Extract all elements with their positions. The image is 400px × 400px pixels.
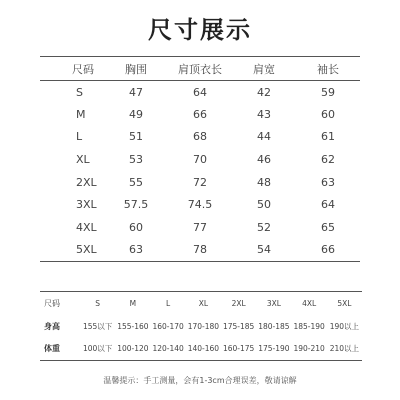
cell-size: M — [76, 107, 86, 121]
reference-header-size: M — [115, 292, 150, 315]
reference-row-label: 体重 — [40, 338, 80, 361]
reference-cell: 100以下 — [80, 338, 115, 361]
reference-cell: 190以上 — [329, 321, 360, 331]
cell-sleeve: 63 — [321, 175, 335, 189]
reference-cell: 155以下 — [82, 321, 113, 331]
reference-header-size: 4XL — [292, 292, 327, 315]
cell-chest: 51 — [129, 130, 143, 144]
reference-cell: 185-190 — [293, 321, 325, 331]
reference-cell: 160-175 — [221, 338, 256, 361]
cell-shoulder: 44 — [257, 130, 271, 144]
header-sleeve: 袖长 — [296, 57, 360, 81]
table-row — [40, 239, 360, 262]
height-weight-reference-table — [40, 291, 362, 361]
reference-header-size: 3XL — [256, 292, 291, 315]
reference-cell: 175-190 — [256, 338, 291, 361]
reference-row-height — [40, 315, 362, 338]
cell-size: 2XL — [76, 175, 97, 189]
cell-size: 5XL — [40, 239, 104, 262]
cell-sleeve: 64 — [321, 198, 335, 212]
cell-length: 64 — [193, 85, 207, 99]
header-length: 肩顶衣长 — [168, 57, 232, 81]
cell-shoulder: 43 — [257, 107, 271, 121]
reference-header-size: 5XL — [327, 292, 362, 315]
reference-header-label: 尺码 — [40, 292, 80, 315]
reference-header-size: S — [80, 292, 115, 315]
cell-sleeve: 60 — [321, 107, 335, 121]
reference-cell: 160-170 — [152, 321, 184, 331]
cell-size: S — [76, 85, 83, 99]
cell-shoulder: 48 — [257, 175, 271, 189]
header-size: 尺码 — [40, 57, 104, 81]
reference-row-weight — [40, 338, 362, 361]
cell-length: 77 — [193, 220, 207, 234]
cell-size: 4XL — [76, 220, 97, 234]
cell-shoulder: 50 — [257, 198, 271, 212]
size-table — [40, 56, 360, 262]
cell-length: 66 — [193, 107, 207, 121]
reference-header-size: XL — [186, 292, 221, 315]
reference-cell: 155-160 — [117, 321, 149, 331]
reference-cell: 120-140 — [151, 338, 186, 361]
page-title: 尺寸展示 — [148, 16, 252, 44]
cell-sleeve: 59 — [321, 85, 335, 99]
cell-sleeve: 65 — [321, 220, 335, 234]
reference-cell: 170-180 — [187, 321, 220, 331]
cell-chest: 60 — [129, 220, 143, 234]
reference-header-size: L — [151, 292, 186, 315]
reference-cell: 210以上 — [327, 338, 362, 361]
cell-length: 68 — [193, 130, 207, 144]
cell-size: L — [76, 130, 83, 144]
cell-chest: 49 — [129, 107, 143, 121]
cell-chest: 47 — [129, 85, 143, 99]
table-row — [40, 216, 360, 239]
cell-sleeve: 61 — [321, 130, 335, 144]
cell-sleeve: 62 — [321, 153, 335, 167]
cell-size: 3XL — [76, 198, 97, 212]
cell-shoulder: 42 — [257, 85, 271, 99]
cell-length: 78 — [168, 239, 232, 262]
reference-cell: 175-185 — [222, 321, 255, 331]
cell-length: 74.5 — [187, 198, 213, 212]
cell-chest: 57.5 — [123, 198, 149, 212]
reference-row-label: 身高 — [44, 321, 60, 331]
header-shoulder: 肩宽 — [232, 57, 296, 81]
table-row — [40, 103, 360, 126]
cell-size: XL — [76, 153, 90, 167]
reference-cell: 190-210 — [292, 338, 327, 361]
reference-cell: 100-120 — [115, 338, 150, 361]
header-chest: 胸围 — [104, 57, 168, 81]
reference-header-size: 2XL — [221, 292, 256, 315]
cell-chest: 63 — [104, 239, 168, 262]
cell-length: 72 — [193, 175, 207, 189]
table-row — [40, 193, 360, 216]
reference-header-row — [40, 292, 362, 315]
measurement-note: 温馨提示：手工测量，会有1-3cm合理误差，敬请谅解 — [103, 376, 297, 385]
cell-sleeve: 66 — [296, 239, 360, 262]
reference-cell: 180-185 — [258, 321, 290, 331]
table-row — [40, 171, 360, 194]
table-row — [40, 148, 360, 171]
size-table-header-row — [40, 57, 360, 81]
reference-cell: 140-160 — [186, 338, 221, 361]
table-row — [40, 126, 360, 149]
cell-shoulder: 46 — [257, 153, 271, 167]
cell-length: 70 — [193, 153, 207, 167]
cell-chest: 55 — [129, 175, 143, 189]
cell-shoulder: 52 — [257, 220, 271, 234]
cell-shoulder: 54 — [232, 239, 296, 262]
cell-chest: 53 — [129, 153, 143, 167]
table-row — [40, 81, 360, 104]
